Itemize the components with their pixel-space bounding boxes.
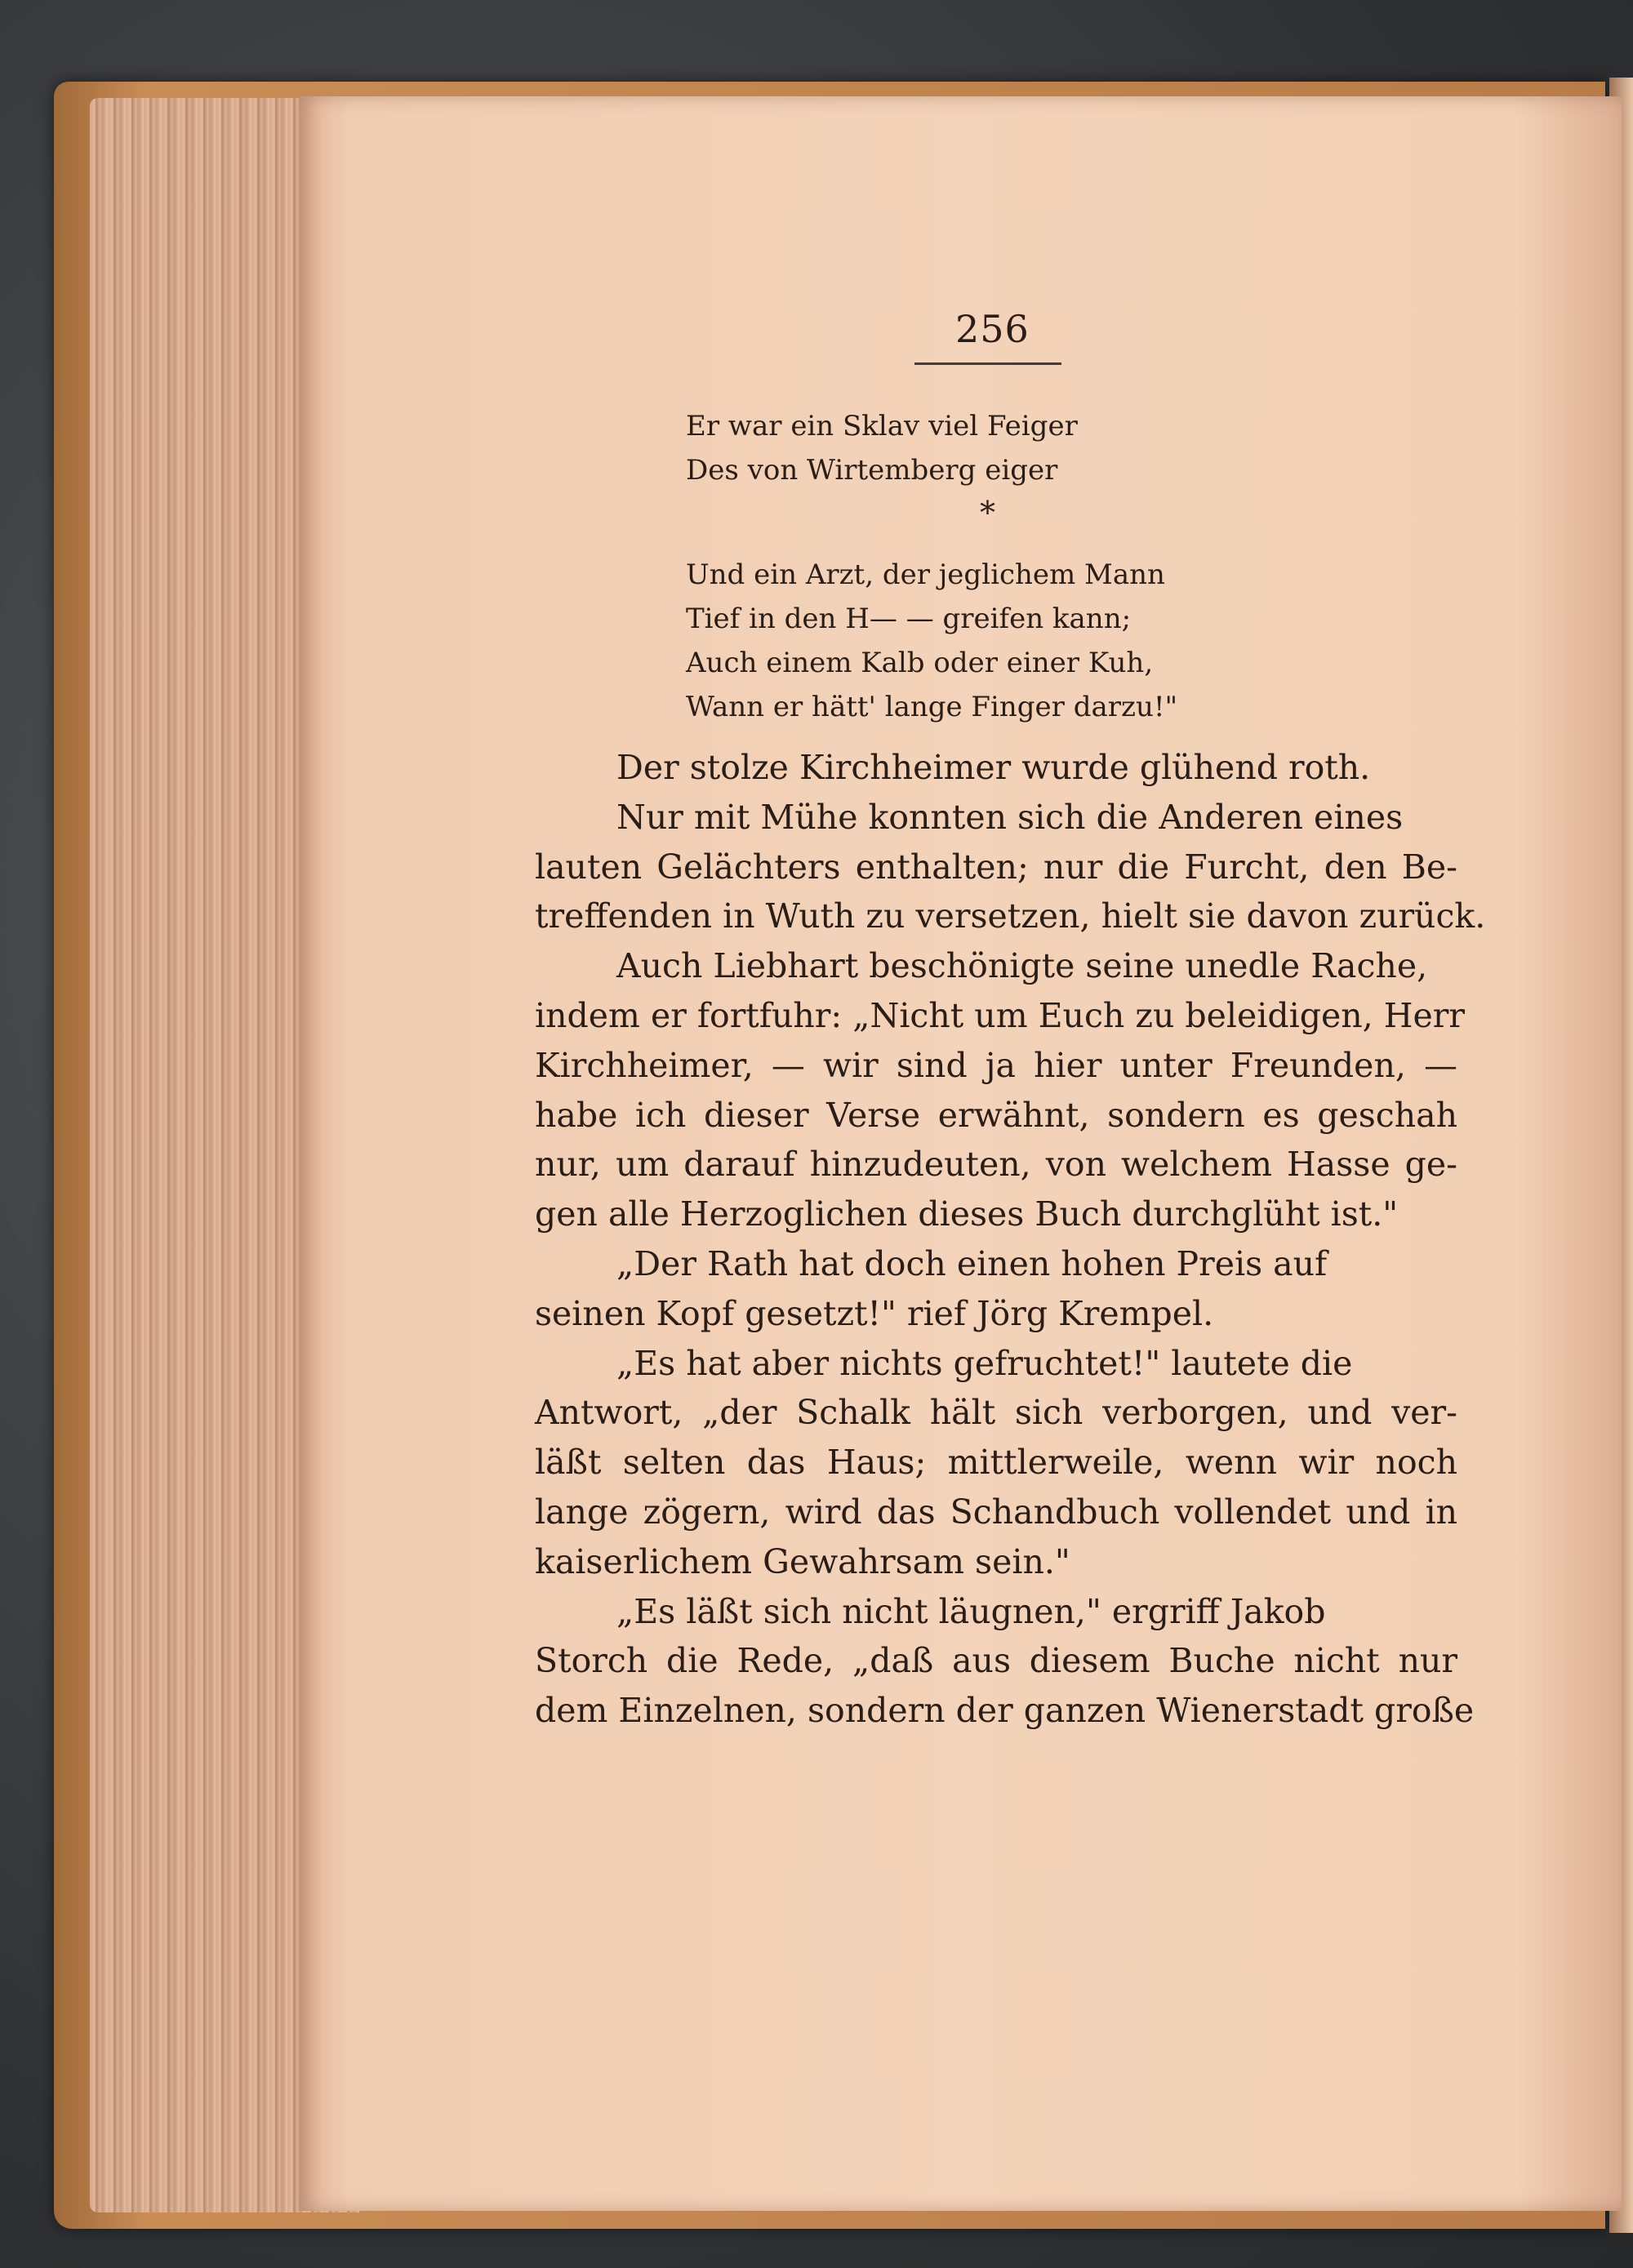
text-line: nur, um darauf hinzudeuten, von welchem Hasse ge- (535, 1145, 1457, 1185)
text-line: Storch die Rede, „daß aus diesem Buche nicht nur (535, 1641, 1457, 1681)
verse-line: Er war ein Sklav viel Feiger (686, 410, 1078, 442)
text-line: „Der Rath hat doch einen hohen Preis auf (616, 1243, 1328, 1283)
verse-line: Und ein Arzt, der jeglichem Mann (686, 558, 1165, 591)
body-text (535, 743, 1486, 1736)
text-line: lauten Gelächters enthalten; nur die Furcht, den Be- (535, 847, 1457, 887)
text-line: treffenden in Wuth zu versetzen, hielt sie davon zurück. (535, 896, 1486, 936)
verse-line: Wann er hätt' lange Finger darzu!" (686, 691, 1178, 723)
text-line: dem Einzelnen, sondern der ganzen Wienerstadt große (535, 1691, 1475, 1731)
text-line: kaiserlichem Gewahrsam sein." (535, 1541, 1070, 1581)
text-line: Kirchheimer, — wir sind ja hier unter Freunden, — (535, 1045, 1457, 1085)
text-line: läßt selten das Haus; mittlerweile, wenn wir noch (535, 1443, 1457, 1483)
header-rule (914, 362, 1061, 365)
verse-line: Auch einem Kalb oder einer Kuh, (686, 647, 1154, 679)
text-line: „Es läßt sich nicht läugnen," ergriff Jakob (616, 1591, 1326, 1631)
text-line: habe ich dieser Verse erwähnt, sondern es geschah (535, 1095, 1457, 1135)
verse-separator: * (980, 495, 995, 531)
text-line: Antwort, „der Schalk hält sich verborgen, und ver- (535, 1393, 1457, 1433)
text-line: gen alle Herzoglichen dieses Buch durchglüht ist." (535, 1194, 1399, 1234)
verse-line: Tief in den H— — greifen kann; (686, 603, 1132, 635)
text-line: Auch Liebhart beschönigte seine unedle Rache, (616, 946, 1428, 986)
text-line: indem er fortfuhr: „Nicht um Euch zu beleidigen, Herr (535, 995, 1465, 1035)
text-line: „Es hat aber nichts gefruchtet!" lautete die (616, 1343, 1353, 1383)
page-number: 256 (955, 307, 1030, 351)
text-line: Der stolze Kirchheimer wurde glühend roth. (616, 748, 1371, 787)
text-line: lange zögern, wird das Schandbuch vollendet und in (535, 1492, 1457, 1532)
text-line: Nur mit Mühe konnten sich die Anderen eines (616, 797, 1404, 837)
text-line: seinen Kopf gesetzt!" rief Jörg Krempel. (535, 1293, 1214, 1333)
verse-line: Des von Wirtemberg eiger (686, 454, 1058, 487)
